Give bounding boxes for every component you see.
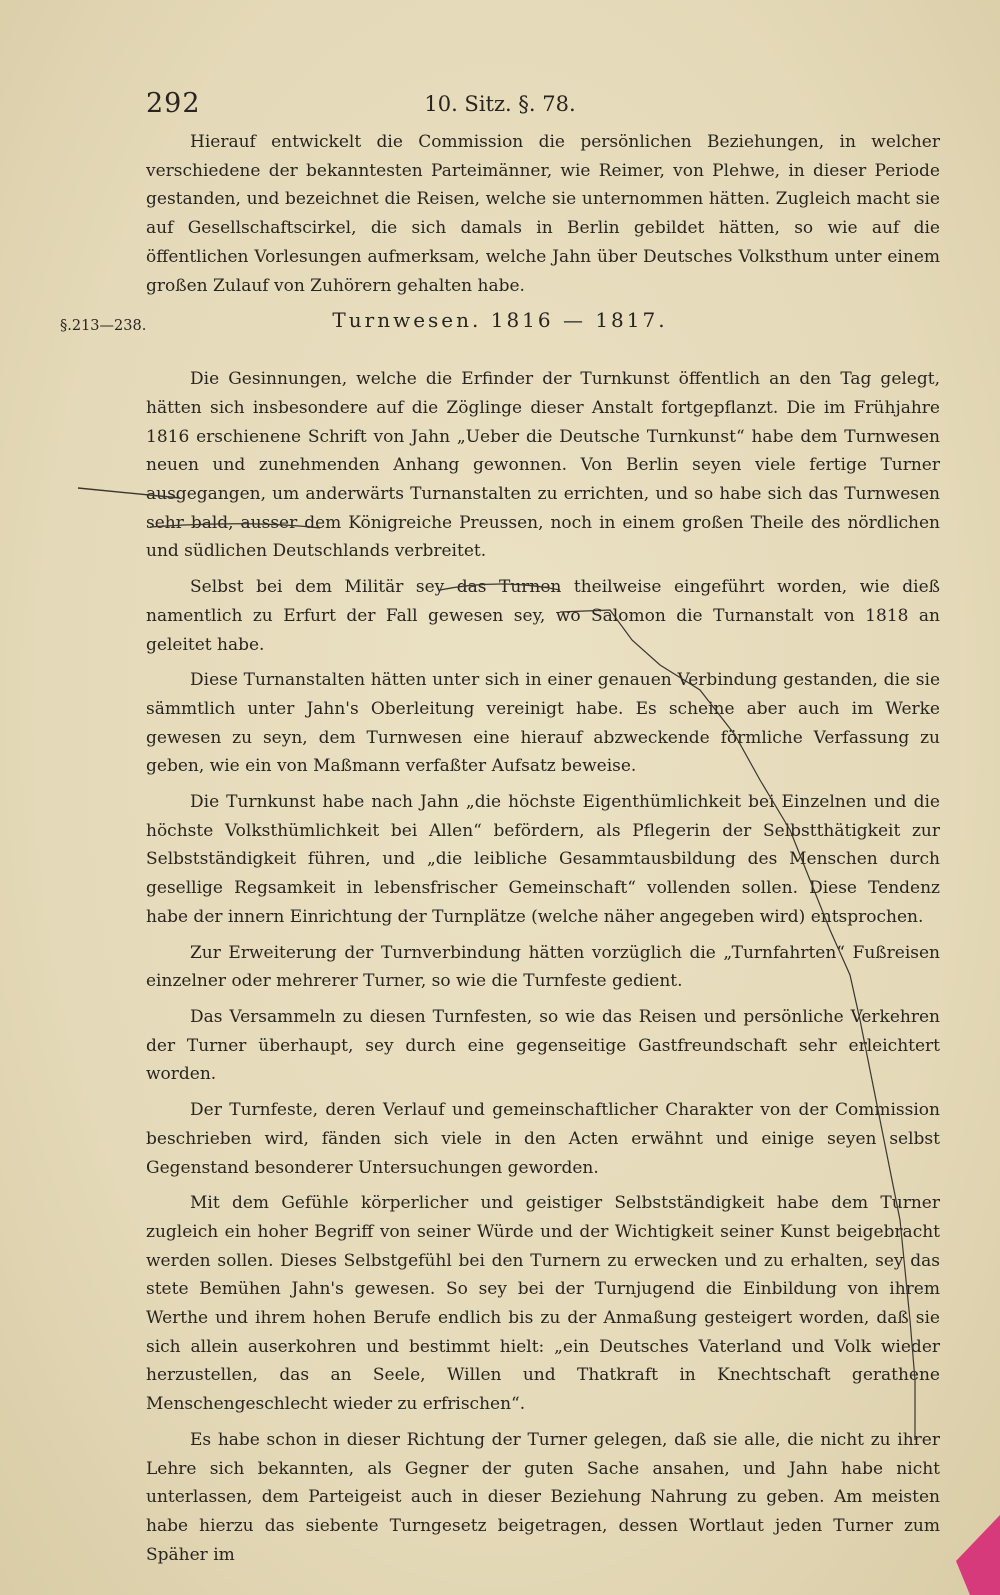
paragraph: Es habe schon in dieser Richtung der Turner gelegen, daß sie alle, die nicht zu ihrer Lehre sich bekannten, als Gegner der guten Sache ansahen, und Jahn habe nicht unterlassen, dem Parteigeist auch in dieser Beziehung Nahrung zu geben. Am meisten habe hierzu das siebente Turngesetz beigetragen, dessen Wortlaut jeden Turner zum Späher im bbox=[146, 1429, 940, 1565]
paragraph: Diese Turnanstalten hätten unter sich in einer genauen Verbindung gestanden, die sie sämmtlich unter Jahn's Oberleitung vereinigt habe. Es scheine aber auch im Werke gewesen zu seyn, dem Turnwesen eine hierauf abzweckende förmliche Verfassung zu geben, wie ein von Maßmann verfaßter Aufsatz beweise. bbox=[146, 670, 940, 777]
section-heading: Turnwesen. 1816 — 1817. bbox=[332, 308, 668, 332]
paragraph: Die Gesinnungen, welche die Erfinder der Turnkunst öffentlich an den Tag gelegt, hätten sich insbesondere auf die Zöglinge dieser Anstalt fortgepflanzt. Die im Frühjahre 1816 erschienene Schrift von Jahn „Ueber die Deutsche Turnkunst“ habe dem Turnwesen neuen und zunehmenden Anhang gewonnen. Von Berlin seyen viele fertige Turner ausgegangen, um anderwärts Turnanstalten zu errichten, und so habe sich das Turnwesen sehr bald, ausser dem Königreiche Preussen, noch in einem großen Theile des nördlichen und südlichen Deutschlands verbreitet. bbox=[146, 369, 940, 562]
margin-reference: §.213—238. bbox=[60, 318, 147, 334]
paragraph: Mit dem Gefühle körperlicher und geistiger Selbstständigkeit habe dem Turner zugleich ein hoher Begriff von seiner Würde und der Wichtigkeit seiner Kunst beigebracht werden sollen. Dieses Selbstgefühl bei den Turnern zu erwecken und zu erhalten, sey das stete Bemühen Jahn's gewesen. So sey bei der Turnjugend die Einbildung von ihrem Werthe und ihrem hohen Berufe endlich bis zu der Anmaßung gesteigert worden, daß sie sich allein auserkohren und bestimmt hielt: „ein Deutsches Vaterland und Volk wieder herzustellen, das an Seele, Willen und Thatkraft in Knechtschaft gerathene Menschengeschlecht wieder zu erfrischen“. bbox=[146, 1193, 940, 1415]
paragraph: Das Versammeln zu diesen Turnfesten, so wie das Reisen und persönliche Verkehren der Turner überhaupt, sey durch eine gegenseitige Gastfreundschaft sehr erleichtert worden. bbox=[146, 1006, 940, 1085]
page-header bbox=[0, 88, 1000, 128]
paragraph: Selbst bei dem Militär sey das Turnen theilweise eingeführt worden, wie dieß namentlich zu Erfurt der Fall gewesen sey, wo Salomon die Turnanstalt von 1818 an geleitet habe. bbox=[146, 577, 940, 655]
paragraph: Zur Erweiterung der Turnverbindung hätten vorzüglich die „Turnfahrten“ Fußreisen einzelner oder mehrerer Turner, so wie die Turnfeste gedient. bbox=[146, 942, 940, 992]
pink-tab-mark bbox=[956, 1515, 1000, 1595]
page-body bbox=[146, 128, 940, 1576]
heading-spacer bbox=[146, 307, 940, 365]
page-number: 292 bbox=[146, 88, 201, 119]
paragraph: Die Turnkunst habe nach Jahn „die höchste Eigenthümlichkeit bei Einzelnen und die höchste Volksthümlichkeit bei Allen“ befördern, als Pflegerin der Selbstthätigkeit zur Selbstständigkeit führen, und „die leibliche Gesammtausbildung des Menschen durch gesellige Regsamkeit in lebensfrischer Gemeinschaft“ vollenden sollen. Diese Tendenz habe der innern Einrichtung der Turnplätze (welche näher angegeben wird) entsprochen. bbox=[146, 792, 940, 927]
running-head: 10. Sitz. §. 78. bbox=[424, 92, 576, 116]
paragraph: Hierauf entwickelt die Commission die persönlichen Beziehungen, in welcher verschiedene der bekanntesten Parteimänner, wie Reimer, von Plehwe, in dieser Periode gestanden, und bezeichnet die Reisen, welche sie unternommen hätten. Zugleich macht sie auf Gesellschaftscirkel, die sich damals in Berlin gebildet hätten, so wie auf die öffentlichen Vorlesungen aufmerksam, welche Jahn über Deutsches Volksthum unter einem großen Zulauf von Zuhörern gehalten habe. bbox=[146, 132, 940, 296]
paragraph: Der Turnfeste, deren Verlauf und gemeinschaftlicher Charakter von der Commission beschrieben wird, fänden sich viele in den Acten erwähnt und einige seyen selbst Gegenstand besonderer Untersuchungen geworden. bbox=[146, 1100, 940, 1178]
